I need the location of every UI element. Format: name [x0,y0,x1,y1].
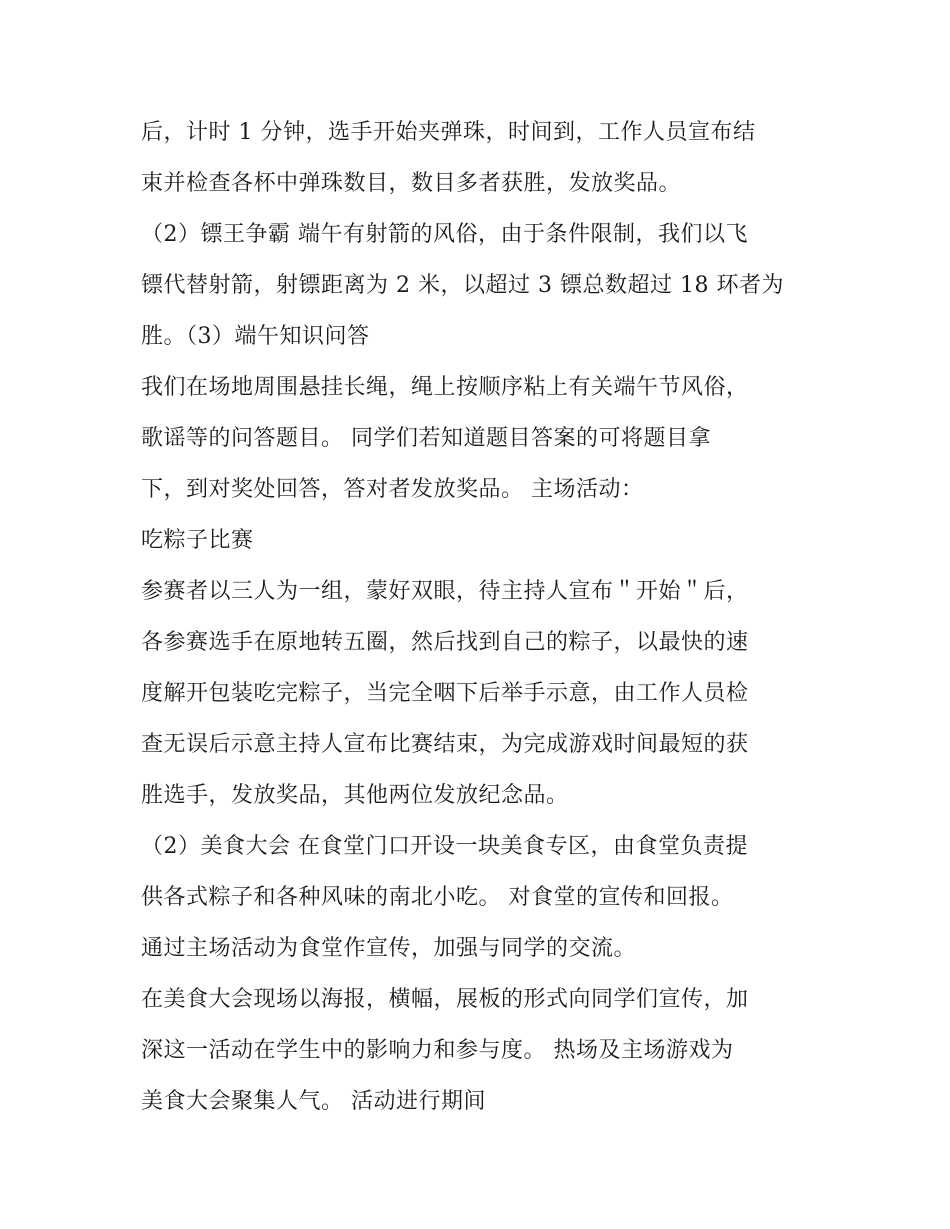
text-line: 度解开包装吃完粽子，当完全咽下后举手示意，由工作人员检 [141,681,749,706]
text-line: 胜。（3）端午知识问答 [141,324,370,349]
text-line: 查无误后示意主持人宣布比赛结束，为完成游戏时间最短的获 [141,732,749,757]
text-line: 镖代替射箭，射镖距离为 2 米，以超过 3 镖总数超过 18 环者为 [141,273,784,298]
text-line: （2）美食大会 在食堂门口开设一块美食专区，由食堂负责提 [141,834,748,859]
text-line: （2）镖王争霸 端午有射箭的风俗，由于条件限制，我们以飞 [141,222,748,247]
text-line: 参赛者以三人为一组，蒙好双眼，待主持人宣布＂开始＂后， [141,579,749,604]
text-line: 束并检查各杯中弹珠数目，数目多者获胜，发放奖品。 [141,171,682,196]
text-line: 胜选手，发放奖品，其他两位发放纪念品。 [141,783,569,808]
text-line: 美食大会聚集人气。 活动进行期间 [141,1089,486,1114]
body-text [141,107,841,1127]
text-line: 后，计时 1 分钟，选手开始夹弹珠，时间到，工作人员宣布结 [141,120,756,145]
text-line: 歌谣等的问答题目。 同学们若知道题目答案的可将题目拿 [141,426,711,451]
text-line: 我们在场地周围悬挂长绳，绳上按顺序粘上有关端午节风俗， [141,375,749,400]
text-line: 深这一活动在学生中的影响力和参与度。 热场及主场游戏为 [141,1038,734,1063]
text-line: 通过主场活动为食堂作宣传，加强与同学的交流。 [141,936,637,961]
text-line: 吃粽子比赛 [141,528,254,553]
text-line: 在美食大会现场以海报，横幅，展板的形式向同学们宣传，加 [141,987,749,1012]
text-line: 下，到对奖处回答，答对者发放奖品。 主场活动： [141,477,644,502]
text-line: 各参赛选手在原地转五圈，然后找到自己的粽子，以最快的速 [141,630,749,655]
text-line: 供各式粽子和各种风味的南北小吃。 对食堂的宣传和回报。 [141,885,734,910]
